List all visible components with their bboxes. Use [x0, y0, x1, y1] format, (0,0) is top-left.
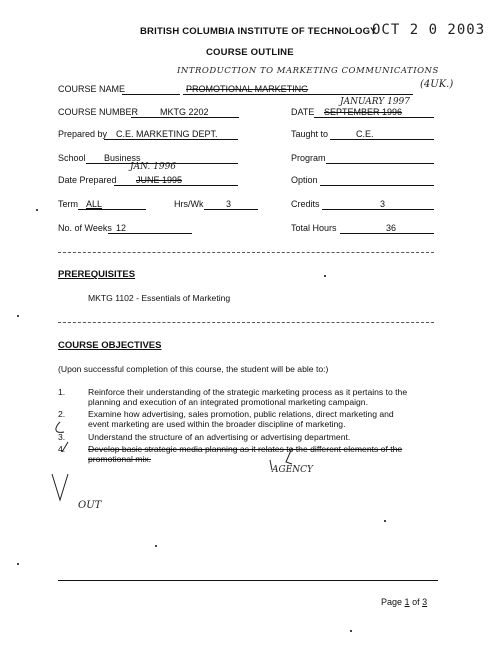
page-current: 1 — [404, 597, 410, 607]
objective-line: promotional mix. — [88, 454, 152, 464]
total-hours-label: Total Hours — [291, 223, 337, 233]
school-value: Business — [104, 153, 141, 163]
date-prepared-value: JUNE 1995 — [136, 175, 183, 185]
weeks-label: No. of Weeks — [58, 223, 112, 233]
date-prepared-handwritten: JAN. 1996 — [130, 162, 177, 172]
course-name-handwritten-note: (4UK.) — [420, 79, 454, 90]
page-of-label: of — [412, 597, 420, 607]
date-value: SEPTEMBER 1996 — [324, 107, 403, 117]
handwritten-out: OUT — [78, 500, 102, 511]
prepared-by-label: Prepared by — [58, 129, 108, 139]
term-value: ALL — [86, 199, 103, 209]
course-name-label: COURSE NAME — [58, 84, 126, 94]
date-prepared-label: Date Prepared — [58, 175, 117, 185]
option-label: Option — [291, 175, 318, 185]
total-hours-value: 36 — [386, 223, 397, 233]
term-label: Term — [58, 199, 78, 209]
objective-number: 3. — [58, 432, 66, 442]
credits-value: 3 — [380, 199, 386, 209]
page-label: Page — [381, 597, 403, 607]
objective-line: Examine how advertising, sales promotion, public relations, direct marketing and — [88, 409, 394, 419]
hrs-wk-value: 3 — [226, 199, 232, 209]
handwritten-agency: AGENCY — [272, 465, 313, 475]
footer-rule — [58, 580, 438, 581]
objectives-intro: (Upon successful completion of this course, the student will be able to:) — [58, 364, 329, 374]
page-number — [381, 597, 427, 608]
taught-to-value: C.E. — [356, 129, 374, 139]
course-name-value: PROMOTIONAL MARKETING — [186, 84, 309, 94]
prerequisite-item: MKTG 1102 - Essentials of Marketing — [88, 293, 231, 303]
prepared-by-value: C.E. MARKETING DEPT. — [116, 129, 218, 139]
objective-number: 2. — [58, 409, 66, 419]
objective-line: Understand the structure of an advertising or advertising department. — [88, 432, 351, 442]
course-name-handwritten: INTRODUCTION TO MARKETING COMMUNICATIONS — [177, 66, 439, 76]
objectives-heading: COURSE OBJECTIVES — [58, 340, 162, 351]
received-date-stamp: OCT 2 0 2003 — [372, 22, 486, 38]
course-number-label: COURSE NUMBER — [58, 107, 139, 117]
document-title: COURSE OUTLINE — [206, 47, 294, 58]
objective-line: Develop basic strategic media planning as it relates to the different elements of the — [88, 444, 403, 454]
program-label: Program — [291, 153, 326, 163]
objective-line: planning and execution of an integrated promotional marketing campaign. — [88, 397, 368, 407]
institute-name: BRITISH COLUMBIA INSTITUTE OF TECHNOLOGY — [140, 26, 377, 37]
school-label: School — [58, 153, 86, 163]
date-label: DATE — [291, 107, 315, 117]
course-number-value: MKTG 2202 — [160, 107, 209, 117]
credits-label: Credits — [291, 199, 320, 209]
weeks-value: 12 — [116, 223, 127, 233]
prerequisites-heading: PREREQUISITES — [58, 269, 136, 280]
taught-to-label: Taught to — [291, 129, 329, 139]
objective-line: event marketing are used within the broader discipline of marketing. — [88, 419, 346, 429]
page-total: 3 — [422, 597, 428, 607]
objective-number: 4. — [58, 444, 66, 454]
hrs-wk-label: Hrs/Wk — [174, 199, 204, 209]
objective-number: 1. — [58, 387, 66, 397]
date-handwritten: JANUARY 1997 — [340, 97, 410, 107]
objective-line: Reinforce their understanding of the strategic marketing process as it pertains to the — [88, 387, 408, 397]
